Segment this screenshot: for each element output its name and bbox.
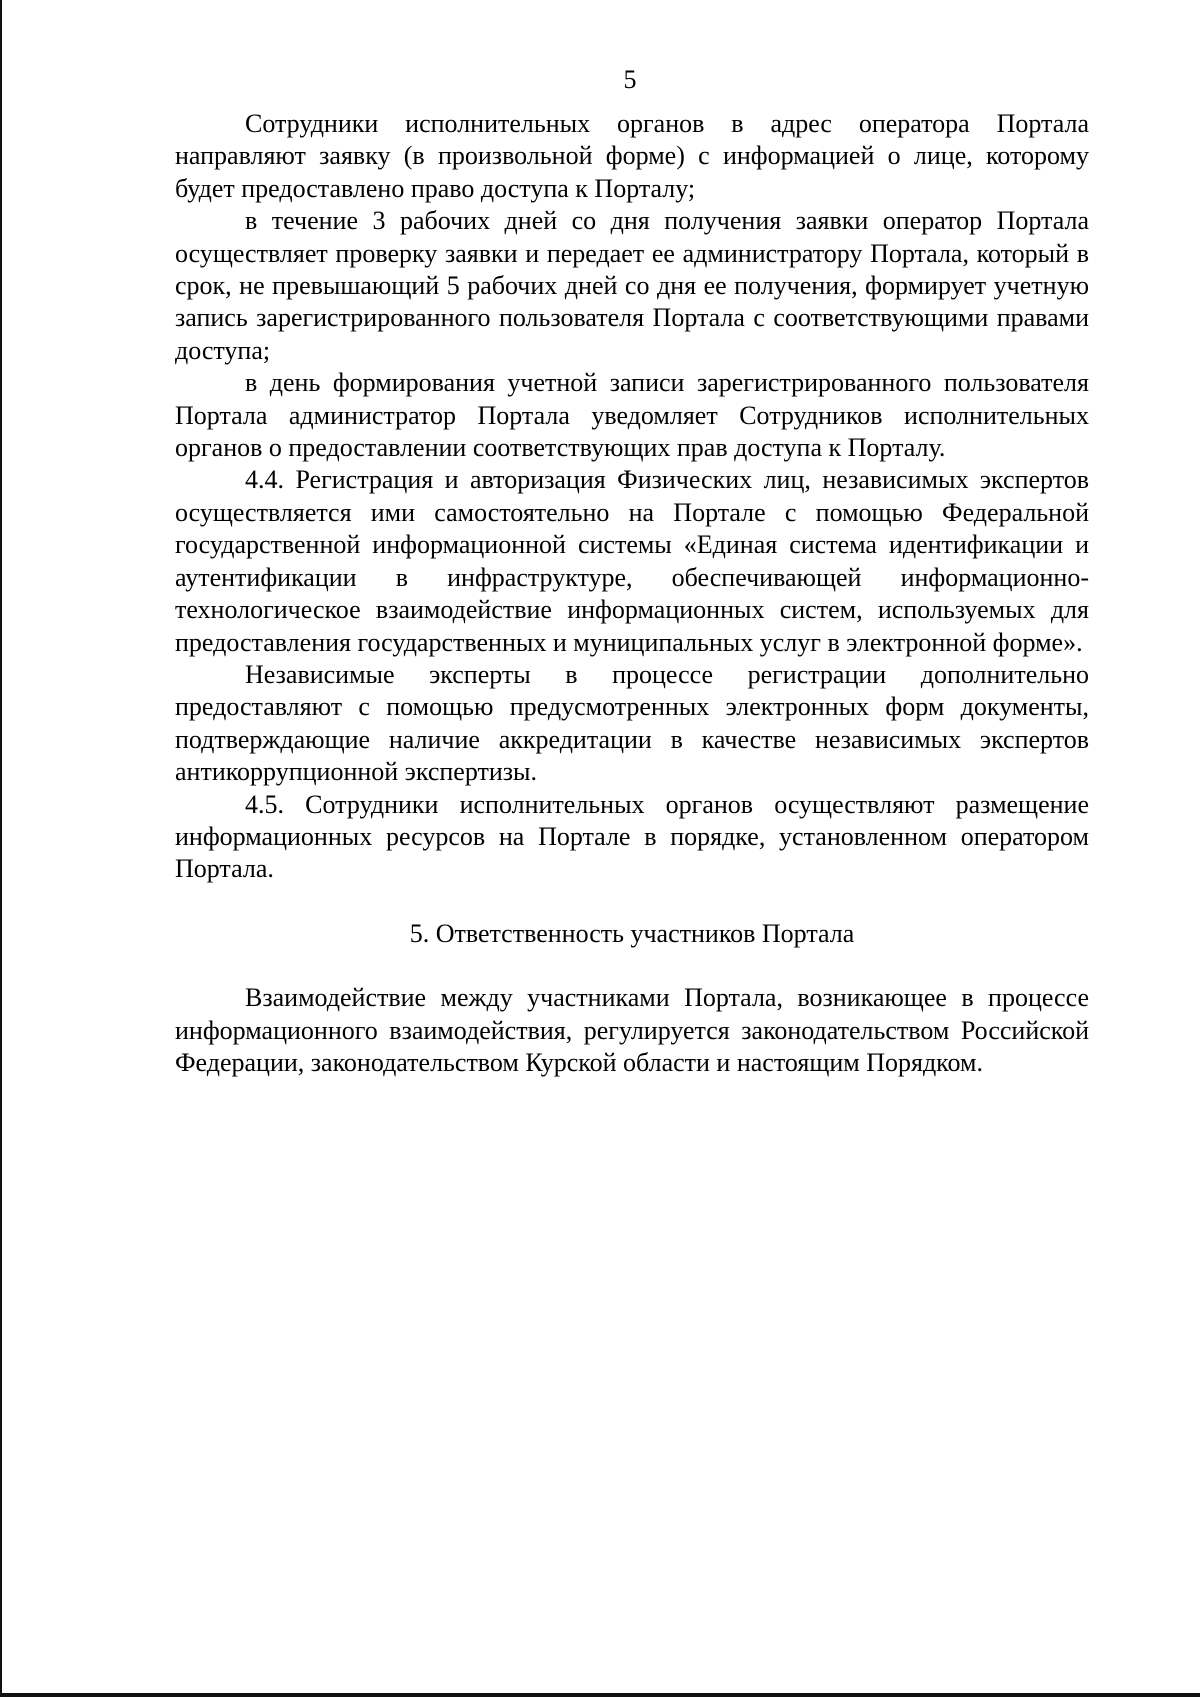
paragraph-experts-documents: Независимые эксперты в процессе регистрации дополнительно предоставляют с помощью предусмотренных электронных форм документы, подтверждающие наличие аккредитации в качестве независимых экспертов антикоррупционной экспертизы. [175,659,1089,787]
paragraph-responsibility: Взаимодействие между участниками Портала, возникающее в процессе информационного взаимодействия, регулируется законодательством Российской Федерации, законодательством Курской области и настоящим Порядком. [175,983,1089,1077]
paragraph-4-4-registration: 4.4. Регистрация и авторизация Физических лиц, независимых экспертов осуществляется ими самостоятельно на Портале с помощью Федеральной государственной информационной системы «Единая система идентификации и аутентификации в инфраструктуре, обеспечивающей информационно-технологическое взаимодействие информационных систем, используемых для предоставления государственных и муниципальных услуг в электронной форме». [175,465,1089,657]
page-number: 5 [623,65,637,94]
paragraph-notification: в день формирования учетной записи зарегистрированного пользователя Портала администратор Портала уведомляет Сотрудников исполнительных органов о предоставлении соответствующих прав доступа к Порталу. [175,368,1089,463]
paragraph-operator-check: в течение 3 рабочих дней со дня получения заявки оператор Портала осуществляет проверку заявки и передает ее администратору Портала, который в срок, не превышающий 5 рабочих дней со дня ее получения, формирует учетную запись зарегистрированного пользователя Портала с соответствующими правами доступа; [175,206,1089,365]
scan-edge-left [0,0,2,1697]
paragraph-4-5-resources: 4.5. Сотрудники исполнительных органов осуществляют размещение информационных ресурсов на Портале в порядке, установленном оператором Портала. [175,789,1089,884]
paragraph-employees-request: Сотрудники исполнительных органов в адрес оператора Портала направляют заявку (в произвольной форме) с информацией о лице, которому будет предоставлено право доступа к Порталу; [175,109,1089,203]
document-body [175,108,1089,1079]
scan-edge-bottom [0,1693,1200,1697]
section-heading: 5. Ответственность участников Портала [409,918,855,948]
